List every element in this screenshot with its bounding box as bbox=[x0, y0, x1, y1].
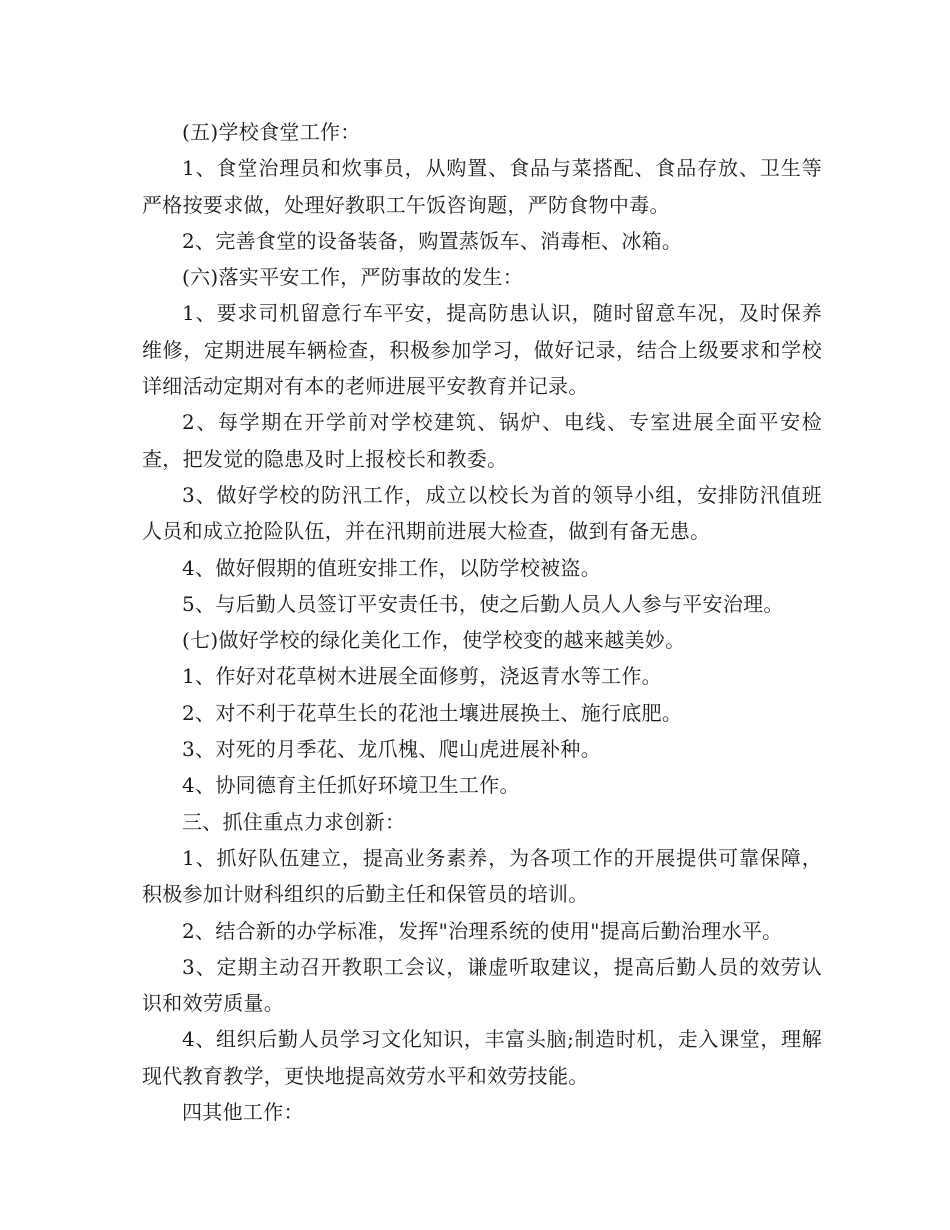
section-heading-other: 四其他工作： bbox=[182, 1100, 304, 1125]
paragraph-safety-3: 3、做好学校的防汛工作，成立以校长为首的领导小组，安排防汛值班人员和成立抢险队伍，并在汛期前进展大检查，做到有备无患。 bbox=[142, 482, 822, 544]
paragraph-canteen-1: 1、食堂治理员和炊事员，从购置、食品与菜搭配、食品存放、卫生等严格按要求做，处理好教职工午饭咨询题，严防食物中毒。 bbox=[142, 156, 822, 217]
paragraph-greening-3: 3、对死的月季花、龙爪槐、爬山虎进展补种。 bbox=[182, 737, 602, 762]
paragraph-safety-1: 1、要求司机留意行车平安，提高防患认识，随时留意车况，及时保养维修，定期进展车辆检查，积极参加学习，做好记录，结合上级要求和学校详细活动定期对有本的老师进展平安教育并记录。 bbox=[142, 301, 822, 399]
paragraph-greening-1: 1、作好对花草树木进展全面修剪，浇返青水等工作。 bbox=[182, 664, 662, 689]
paragraph-greening-2: 2、对不利于花草生长的花池土壤进展换土、施行底肥。 bbox=[182, 700, 683, 725]
paragraph-greening-4: 4、协同德育主任抓好环境卫生工作。 bbox=[182, 773, 520, 798]
paragraph-safety-4: 4、做好假期的值班安排工作，以防学校被盗。 bbox=[182, 555, 602, 580]
paragraph-safety-5: 5、与后勤人员签订平安责任书，使之后勤人员人人参与平安治理。 bbox=[182, 591, 784, 616]
paragraph-innovation-2: 2、结合新的办学标准，发挥"治理系统的使用"提高后勤治理水平。 bbox=[182, 918, 783, 943]
document-body bbox=[142, 114, 822, 1130]
paragraph-innovation-1: 1、抓好队伍建立，提高业务素养，为各项工作的开展提供可靠保障，积极参加计财科组织的后勤主任和保管员的培训。 bbox=[142, 845, 822, 907]
paragraph-innovation-3: 3、定期主动召开教职工会议，谦虚听取建议，提高后勤人员的效劳认识和效劳质量。 bbox=[142, 954, 822, 1016]
section-heading-innovation: 三、抓住重点力求创新： bbox=[182, 809, 406, 834]
paragraph-safety-2: 2、每学期在开学前对学校建筑、锅炉、电线、专室进展全面平安检查，把发觉的隐患及时上报校长和教委。 bbox=[142, 410, 822, 471]
section-heading-greening: (七)做好学校的绿化美化工作，使学校变的越来越美妙。 bbox=[182, 628, 686, 653]
paragraph-innovation-4: 4、组织后勤人员学习文化知识，丰富头脑;制造时机，走入课堂，理解现代教育教学，更快地提高效劳水平和效劳技能。 bbox=[142, 1027, 822, 1088]
paragraph-canteen-2: 2、完善食堂的设备装备，购置蒸饭车、消毒柜、冰箱。 bbox=[182, 228, 683, 253]
section-heading-safety: (六)落实平安工作，严防事故的发生： bbox=[182, 265, 524, 290]
section-heading-canteen: (五)学校食堂工作： bbox=[182, 120, 361, 144]
